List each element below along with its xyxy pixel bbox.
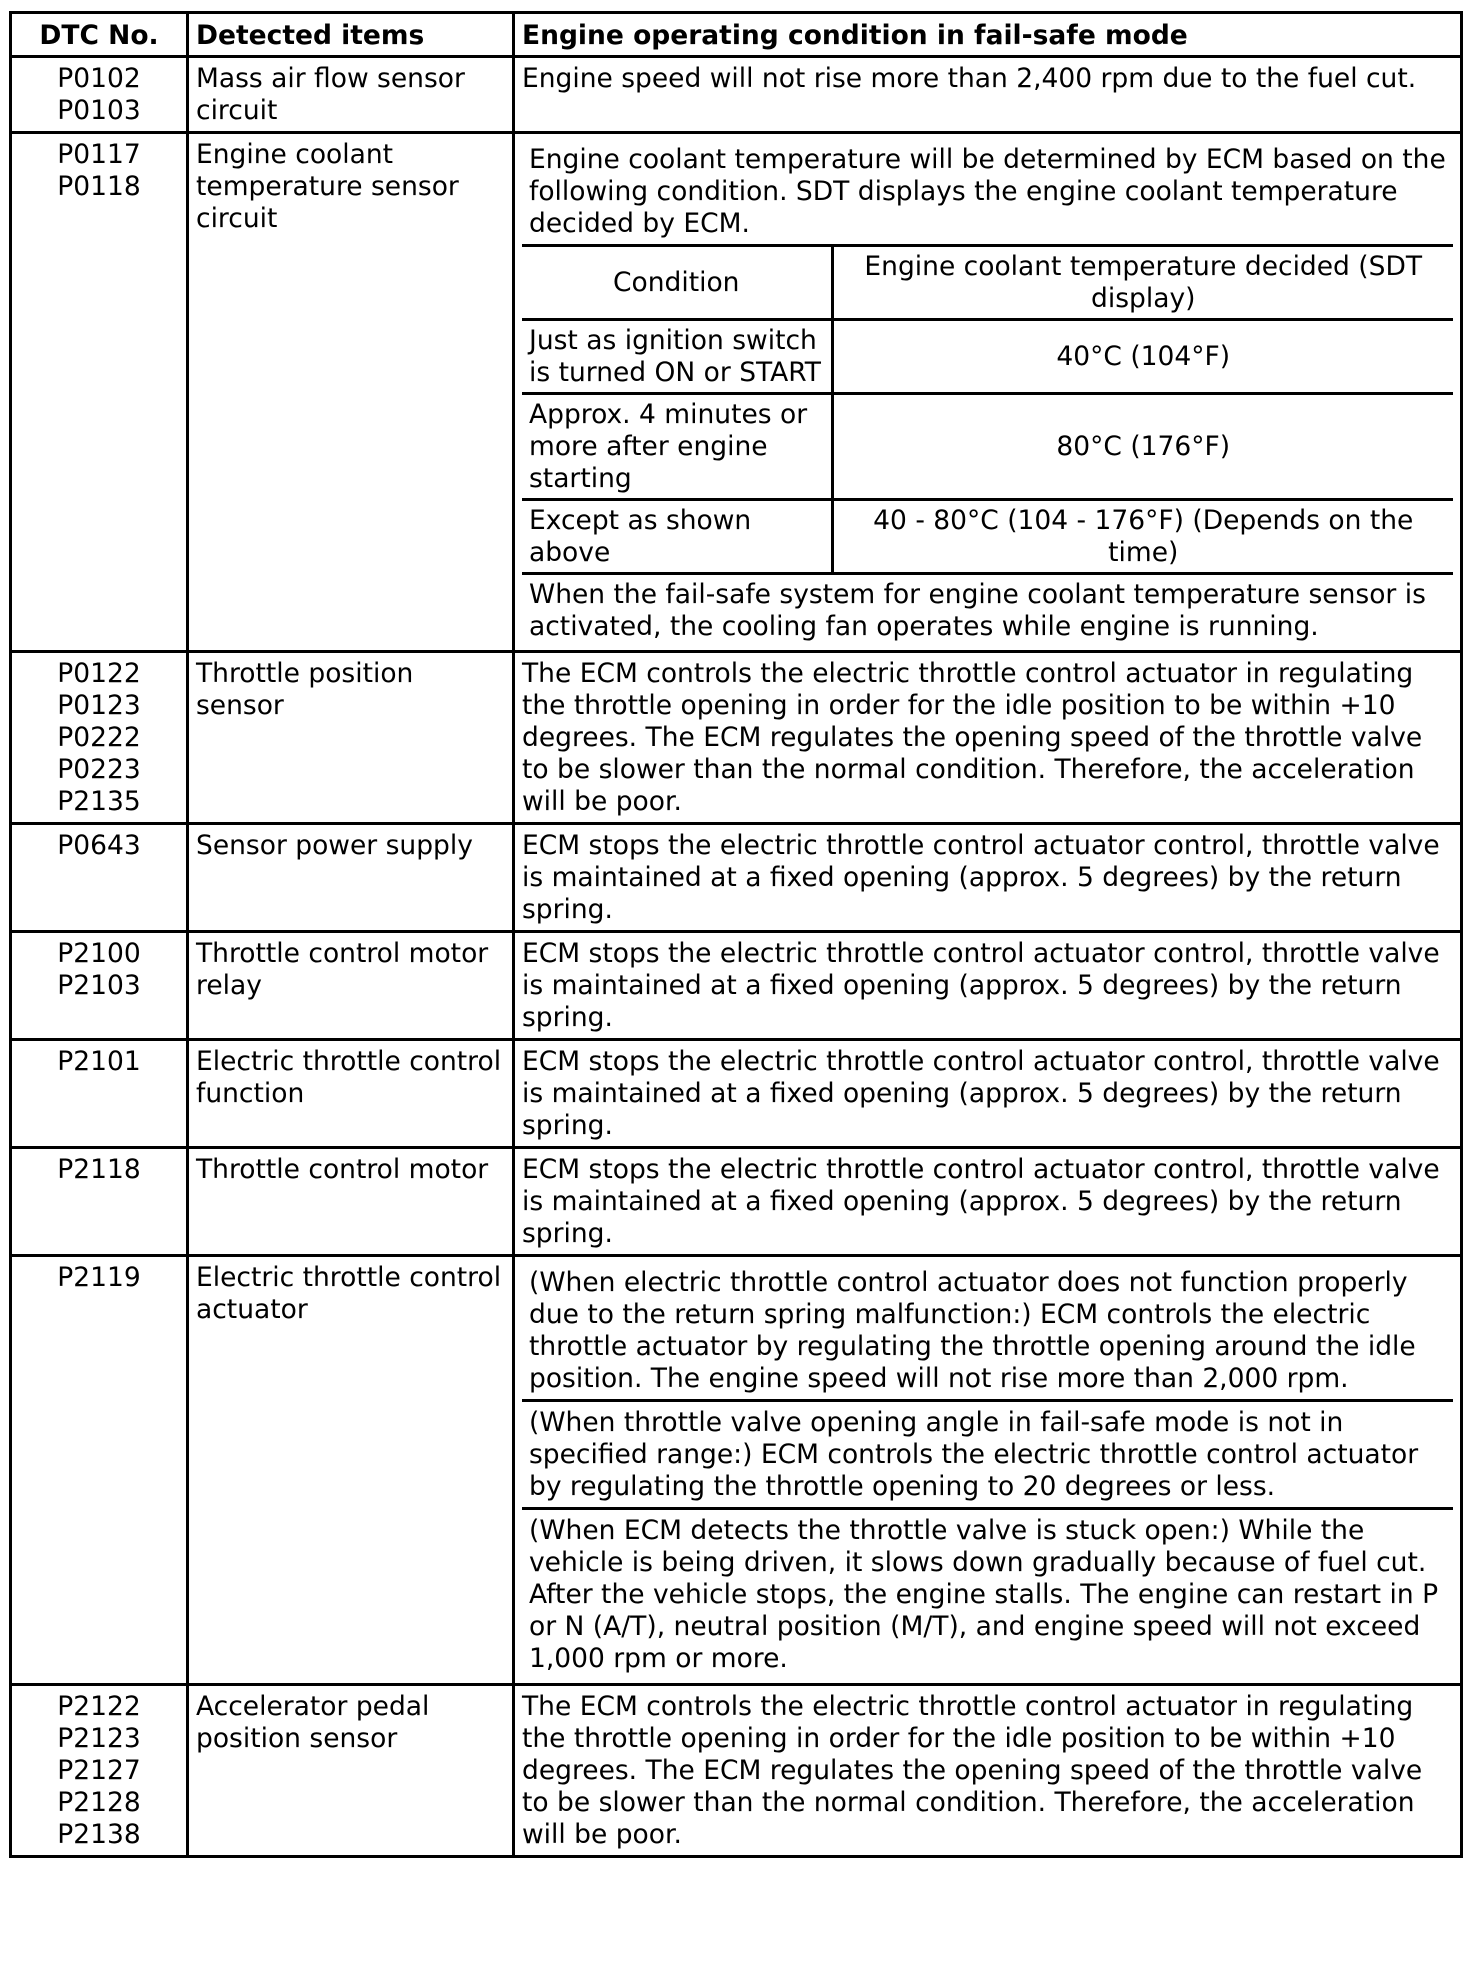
dtc-cell bbox=[11, 133, 188, 652]
table-row bbox=[11, 1040, 1462, 1148]
condition-cell: The ECM controls the electric throttle control actuator in regulating the throttle opening in order for the idle position to be within +10 degrees. The ECM regulates the opening speed of the throttle valve to be slower than the normal condition. Therefore, the acceleration will be poor. bbox=[514, 652, 1462, 824]
subtable-header-condition: Condition bbox=[522, 246, 832, 320]
dtc-cell bbox=[11, 932, 188, 1040]
condition-intro: Engine coolant temperature will be determined by ECM based on the following condition. SDT displays the engine coolant temperature decided by ECM. bbox=[529, 144, 1446, 239]
subtable-row bbox=[522, 500, 1453, 574]
dtc-code: P0123 bbox=[57, 690, 141, 721]
dtc-code: P2135 bbox=[57, 786, 141, 817]
dtc-cell bbox=[11, 1040, 188, 1148]
condition-block: (When ECM detects the throttle valve is stuck open:) While the vehicle is being driven, it slows down gradually because of fuel cut. After the vehicle stops, the engine stalls. The engine can restart in P or N (A/T), neutral position (M/T), and engine speed will not exceed 1,000 rpm or more. bbox=[522, 1507, 1453, 1679]
detected-item: Engine coolant temperature sensor circuit bbox=[188, 133, 514, 652]
subtable-temp: 80°C (176°F) bbox=[832, 394, 1453, 500]
condition-block: (When throttle valve opening angle in fail-safe mode is not in specified range:) ECM controls the electric throttle control actuator by regulating the throttle opening to 20 degrees or less. bbox=[522, 1399, 1453, 1507]
table-row bbox=[11, 57, 1462, 133]
dtc-code: P2103 bbox=[57, 970, 141, 1001]
table-row bbox=[11, 824, 1462, 932]
detected-item: Electric throttle control actuator bbox=[188, 1256, 514, 1685]
subtable-condition: Except as shown above bbox=[522, 500, 832, 574]
condition-cell: ECM stops the electric throttle control actuator control, throttle valve is maintained at a fixed opening (approx. 5 degrees) by the return spring. bbox=[514, 932, 1462, 1040]
dtc-code: P2138 bbox=[57, 1819, 141, 1850]
table-row bbox=[11, 133, 1462, 652]
condition-cell: ECM stops the electric throttle control actuator control, throttle valve is maintained at a fixed opening (approx. 5 degrees) by the return spring. bbox=[514, 1040, 1462, 1148]
dtc-cell bbox=[11, 1685, 188, 1857]
condition-cell: ECM stops the electric throttle control actuator control, throttle valve is maintained at a fixed opening (approx. 5 degrees) by the return spring. bbox=[514, 1148, 1462, 1256]
dtc-code: P0223 bbox=[57, 754, 141, 785]
dtc-code: P0117 bbox=[57, 139, 141, 170]
table-row bbox=[11, 932, 1462, 1040]
dtc-code: P2101 bbox=[57, 1046, 141, 1077]
subtable-note-row bbox=[522, 574, 1453, 647]
dtc-code: P0103 bbox=[57, 95, 141, 126]
subtable-condition: Approx. 4 minutes or more after engine starting bbox=[522, 394, 832, 500]
subtable-temp: 40 - 80°C (104 - 176°F) (Depends on the time) bbox=[832, 500, 1453, 574]
table-row bbox=[11, 1685, 1462, 1857]
header-detected-items: Detected items bbox=[188, 13, 514, 57]
dtc-cell bbox=[11, 652, 188, 824]
detected-item: Sensor power supply bbox=[188, 824, 514, 932]
document-page bbox=[9, 11, 1463, 1858]
condition-cell bbox=[514, 133, 1462, 652]
dtc-cell bbox=[11, 57, 188, 133]
dtc-code: P0122 bbox=[57, 658, 141, 689]
detected-item: Throttle control motor relay bbox=[188, 932, 514, 1040]
dtc-code: P2128 bbox=[57, 1787, 141, 1818]
dtc-code: P0102 bbox=[57, 63, 141, 94]
dtc-code: P2122 bbox=[57, 1691, 141, 1722]
subtable-header-temp: Engine coolant temperature decided (SDT display) bbox=[832, 246, 1453, 320]
detected-item: Throttle control motor bbox=[188, 1148, 514, 1256]
dtc-code: P2127 bbox=[57, 1755, 141, 1786]
dtc-code: P0643 bbox=[57, 830, 141, 861]
dtc-code: P2119 bbox=[57, 1262, 141, 1293]
condition-cell bbox=[514, 1256, 1462, 1685]
subtable-header-row bbox=[522, 246, 1453, 320]
detected-item: Mass air flow sensor circuit bbox=[188, 57, 514, 133]
fail-safe-table bbox=[9, 11, 1463, 1858]
header-row bbox=[11, 13, 1462, 57]
header-dtc: DTC No. bbox=[11, 13, 188, 57]
coolant-subtable bbox=[522, 244, 1453, 646]
condition-cell: The ECM controls the electric throttle control actuator in regulating the throttle opening in order for the idle position to be within +10 degrees. The ECM regulates the opening speed of the throttle valve to be slower than the normal condition. Therefore, the acceleration will be poor. bbox=[514, 1685, 1462, 1857]
subtable-condition: Just as ignition switch is turned ON or START bbox=[522, 320, 832, 394]
dtc-code: P0222 bbox=[57, 722, 141, 753]
detected-item: Throttle position sensor bbox=[188, 652, 514, 824]
subtable-row bbox=[522, 394, 1453, 500]
table-row bbox=[11, 652, 1462, 824]
condition-block: (When electric throttle control actuator does not function properly due to the return spring malfunction:) ECM controls the electric throttle actuator by regulating the throttle opening around the idle position. The engine speed will not rise more than 2,000 rpm. bbox=[529, 1267, 1416, 1394]
condition-cell: ECM stops the electric throttle control actuator control, throttle valve is maintained at a fixed opening (approx. 5 degrees) by the return spring. bbox=[514, 824, 1462, 932]
dtc-code: P2123 bbox=[57, 1723, 141, 1754]
table-row bbox=[11, 1148, 1462, 1256]
dtc-code: P2118 bbox=[57, 1154, 141, 1185]
subtable-temp: 40°C (104°F) bbox=[832, 320, 1453, 394]
subtable-row bbox=[522, 320, 1453, 394]
dtc-cell bbox=[11, 824, 188, 932]
table-row bbox=[11, 1256, 1462, 1685]
dtc-code: P0118 bbox=[57, 171, 141, 202]
dtc-cell bbox=[11, 1256, 188, 1685]
condition-cell: Engine speed will not rise more than 2,400 rpm due to the fuel cut. bbox=[514, 57, 1462, 133]
header-condition: Engine operating condition in fail-safe mode bbox=[514, 13, 1462, 57]
detected-item: Accelerator pedal position sensor bbox=[188, 1685, 514, 1857]
detected-item: Electric throttle control function bbox=[188, 1040, 514, 1148]
dtc-code: P2100 bbox=[57, 938, 141, 969]
dtc-cell bbox=[11, 1148, 188, 1256]
subtable-note: When the fail-safe system for engine coolant temperature sensor is activated, the cooling fan operates while engine is running. bbox=[522, 574, 1453, 647]
